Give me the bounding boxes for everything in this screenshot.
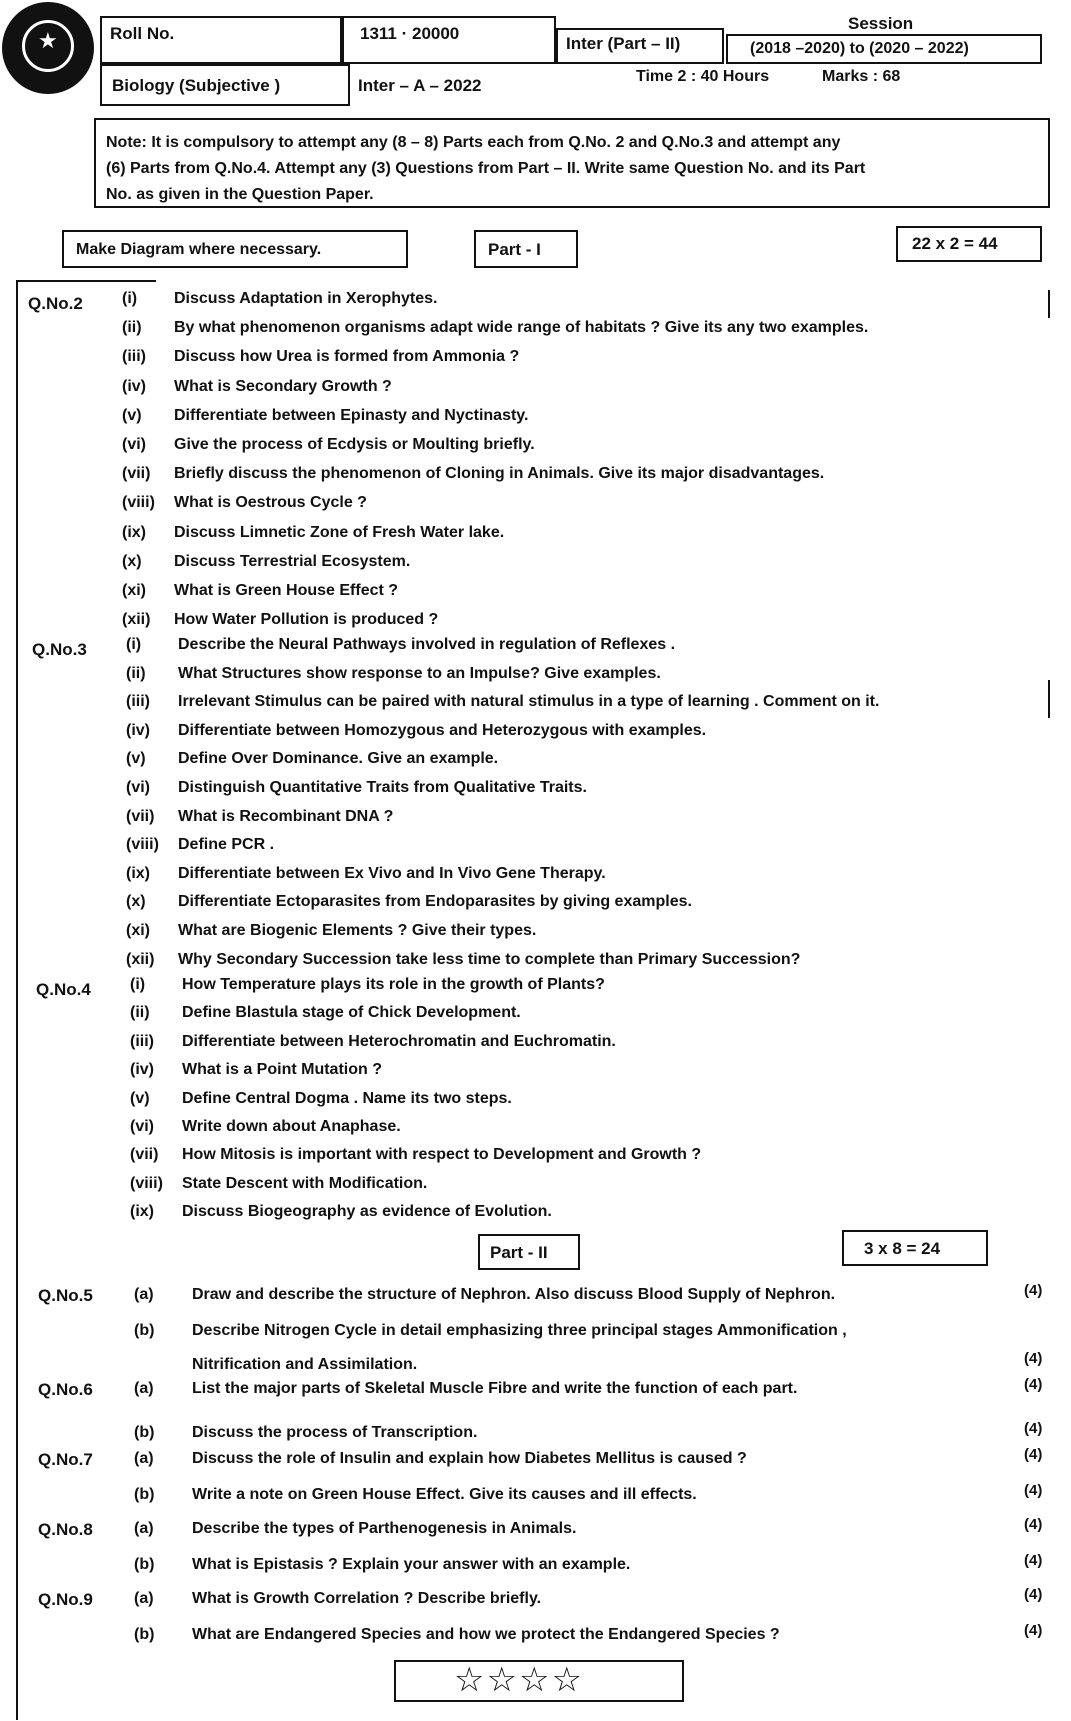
q2-part-number: (vii) — [122, 465, 151, 483]
q2-part-text: Briefly discuss the phenomenon of Cloning in Animals. Give its major disadvantages. — [174, 465, 825, 483]
note-line-2: (6) Parts from Q.No.4. Attempt any (3) Questions from Part – II. Write same Question No. and its Part — [106, 160, 866, 177]
q9-part-b-number: (b) — [134, 1626, 155, 1643]
q4-part-number: (viii) — [130, 1174, 163, 1192]
q5-part-b-number: (b) — [134, 1322, 155, 1339]
part1-marks: 22 x 2 = 44 — [912, 234, 998, 253]
q5-label: Q.No.5 — [38, 1286, 93, 1305]
frame-right-mark — [1048, 290, 1050, 318]
inter-part: Inter (Part – II) — [566, 34, 681, 53]
q3-part-number: (iii) — [126, 693, 150, 711]
q7-part-b-text: Write a note on Green House Effect. Give its causes and ill effects. — [192, 1486, 697, 1503]
q2-part-text: Discuss Adaptation in Xerophytes. — [174, 290, 438, 307]
q4-part-number: (v) — [130, 1089, 150, 1107]
q4-part-text: What is a Point Mutation ? — [182, 1061, 382, 1079]
q8-part-a-text: Describe the types of Parthenogenesis in Animals. — [192, 1520, 577, 1537]
q2-part-text: What is Secondary Growth ? — [174, 377, 392, 395]
q6-part-b-text: Discuss the process of Transcription. — [192, 1424, 478, 1441]
q2-part-text: What is Green House Effect ? — [174, 582, 399, 599]
total-marks: Marks : 68 — [822, 68, 901, 85]
paper-code: 1311 · 20000 — [360, 24, 460, 43]
q3-part-number: (iv) — [126, 721, 150, 739]
q7-part-a-number: (a) — [134, 1450, 154, 1467]
q2-part-number: (viii) — [122, 494, 155, 512]
q3-part-text: What is Recombinant DNA ? — [178, 807, 394, 825]
q3-part-text: What Structures show response to an Impulse? Give examples. — [178, 664, 661, 682]
q5-part-b-marks: (4) — [1024, 1350, 1043, 1367]
q5-part-b-text-continued: Nitrification and Assimilation. — [192, 1356, 418, 1373]
time-allowed: Time 2 : 40 Hours — [636, 68, 770, 85]
q3-part-text: Differentiate between Homozygous and Heterozygous with examples. — [178, 721, 707, 739]
q6-label: Q.No.6 — [38, 1380, 93, 1399]
q2-part-number: (xii) — [122, 611, 151, 629]
q3-part-number: (ii) — [126, 664, 146, 682]
q3-part-number: (vii) — [126, 807, 155, 825]
q2-part-number: (x) — [122, 552, 142, 570]
q7-part-b-number: (b) — [134, 1486, 155, 1503]
q5-part-a-number: (a) — [134, 1286, 154, 1303]
q3-part-number: (v) — [126, 750, 146, 768]
inter-group: Inter – A – 2022 — [358, 76, 482, 95]
q3-part-number: (xi) — [126, 922, 150, 939]
q3-part-number: (i) — [126, 636, 142, 653]
q4-part-text: Define Central Dogma . Name its two steps. — [182, 1089, 512, 1107]
q9-part-a-marks: (4) — [1024, 1586, 1043, 1603]
q3-part-text: Differentiate between Ex Vivo and In Vivo Gene Therapy. — [178, 864, 606, 882]
q4-part-text: Write down about Anaphase. — [182, 1118, 401, 1135]
q2-part-text: Discuss Limnetic Zone of Fresh Water lake. — [174, 523, 505, 541]
q9-part-b-marks: (4) — [1024, 1622, 1043, 1639]
q5-part-a-marks: (4) — [1024, 1282, 1043, 1299]
q9-label: Q.No.9 — [38, 1590, 93, 1609]
q8-part-b-number: (b) — [134, 1556, 155, 1573]
q3-part-number: (viii) — [126, 836, 159, 854]
q2-part-number: (xi) — [122, 582, 146, 599]
session-label: Session — [848, 14, 914, 33]
q2-part-number: (vi) — [122, 436, 146, 453]
q5-part-b-text: Describe Nitrogen Cycle in detail emphasizing three principal stages Ammonification , — [192, 1322, 847, 1339]
q2-part-text: Discuss how Urea is formed from Ammonia ? — [174, 348, 520, 366]
q6-part-b-number: (b) — [134, 1424, 155, 1441]
q4-part-number: (vii) — [130, 1146, 159, 1164]
q6-part-a-marks: (4) — [1024, 1376, 1043, 1393]
q7-label: Q.No.7 — [38, 1450, 93, 1469]
q2-label: Q.No.2 — [28, 294, 83, 313]
q3-part-text: Why Secondary Succession take less time to complete than Primary Succession? — [178, 950, 801, 968]
q3-part-number: (ix) — [126, 864, 150, 882]
q3-part-text: What are Biogenic Elements ? Give their types. — [178, 922, 537, 939]
q3-part-number: (x) — [126, 893, 146, 911]
q3-part-number: (xii) — [126, 950, 155, 968]
footer-stars-icon: ☆☆☆☆ — [454, 1661, 584, 1699]
q4-part-number: (vi) — [130, 1118, 154, 1135]
q6-part-a-text: List the major parts of Skeletal Muscle Fibre and write the function of each part. — [192, 1380, 798, 1397]
frame-left-line — [16, 280, 18, 1720]
q3-part-text: Define PCR . — [178, 836, 275, 854]
q4-part-text: State Descent with Modification. — [182, 1174, 428, 1192]
q4-part-number: (ii) — [130, 1004, 150, 1022]
q2-part-text: Give the process of Ecdysis or Moulting briefly. — [174, 436, 535, 453]
q2-part-text: What is Oestrous Cycle ? — [174, 494, 367, 512]
q5-part-a-text: Draw and describe the structure of Nephron. Also discuss Blood Supply of Nephron. — [192, 1286, 836, 1303]
q2-part-number: (iii) — [122, 348, 146, 366]
q7-part-a-marks: (4) — [1024, 1446, 1043, 1463]
note-line-3: No. as given in the Question Paper. — [106, 186, 374, 203]
q2-part-number: (iv) — [122, 377, 146, 395]
q2-part-number: (v) — [122, 406, 142, 424]
board-logo — [2, 2, 94, 94]
q8-part-a-number: (a) — [134, 1520, 154, 1537]
q8-part-a-marks: (4) — [1024, 1516, 1043, 1533]
q3-part-text: Irrelevant Stimulus can be paired with natural stimulus in a type of learning . Comment on it. — [178, 693, 880, 711]
q3-part-text: Distinguish Quantitative Traits from Qualitative Traits. — [178, 779, 587, 796]
diagram-note: Make Diagram where necessary. — [76, 241, 322, 258]
q4-label: Q.No.4 — [36, 980, 91, 999]
q9-part-a-number: (a) — [134, 1590, 154, 1607]
q3-label: Q.No.3 — [32, 640, 87, 659]
q2-part-number: (ii) — [122, 319, 142, 337]
q4-part-number: (ix) — [130, 1203, 154, 1221]
q2-part-text: By what phenomenon organisms adapt wide range of habitats ? Give its any two examples. — [174, 319, 869, 337]
q2-part-number: (ix) — [122, 523, 146, 541]
q9-part-b-text: What are Endangered Species and how we protect the Endangered Species ? — [192, 1626, 780, 1643]
q6-part-a-number: (a) — [134, 1380, 154, 1397]
q2-part-text: Discuss Terrestrial Ecosystem. — [174, 552, 411, 570]
q4-part-text: Define Blastula stage of Chick Development. — [182, 1004, 521, 1022]
q8-part-b-text: What is Epistasis ? Explain your answer with an example. — [192, 1556, 631, 1573]
part2-label: Part - II — [490, 1243, 548, 1262]
roll-number-label: Roll No. — [110, 24, 175, 43]
q3-part-number: (vi) — [126, 779, 150, 796]
q4-part-text: Differentiate between Heterochromatin and Euchromatin. — [182, 1032, 616, 1050]
frame-top-line — [16, 280, 156, 282]
session-range: (2018 –2020) to (2020 – 2022) — [750, 40, 969, 57]
q2-part-text: Differentiate between Epinasty and Nyctinasty. — [174, 406, 529, 424]
q2-part-text: How Water Pollution is produced ? — [174, 611, 439, 629]
q4-part-text: Discuss Biogeography as evidence of Evolution. — [182, 1203, 552, 1221]
q8-label: Q.No.8 — [38, 1520, 93, 1539]
q9-part-a-text: What is Growth Correlation ? Describe briefly. — [192, 1590, 542, 1607]
part1-label: Part - I — [488, 240, 541, 259]
q4-part-text: How Mitosis is important with respect to Development and Growth ? — [182, 1146, 702, 1164]
q3-part-text: Define Over Dominance. Give an example. — [178, 750, 499, 768]
q6-part-b-marks: (4) — [1024, 1420, 1043, 1437]
q8-part-b-marks: (4) — [1024, 1552, 1043, 1569]
q4-part-number: (iv) — [130, 1061, 154, 1079]
q7-part-a-text: Discuss the role of Insulin and explain how Diabetes Mellitus is caused ? — [192, 1450, 747, 1467]
logo-star-icon: ★ — [38, 28, 58, 53]
q2-part-number: (i) — [122, 290, 138, 307]
subject: Biology (Subjective ) — [112, 76, 281, 95]
q7-part-b-marks: (4) — [1024, 1482, 1043, 1499]
q4-part-text: How Temperature plays its role in the growth of Plants? — [182, 976, 605, 993]
q4-part-number: (iii) — [130, 1032, 154, 1050]
frame-right-mark-2 — [1048, 680, 1050, 718]
q3-part-text: Describe the Neural Pathways involved in regulation of Reflexes . — [178, 636, 676, 653]
note-line-1: Note: It is compulsory to attempt any (8 – 8) Parts each from Q.No. 2 and Q.No.3 and attempt any — [106, 134, 841, 151]
part2-marks: 3 x 8 = 24 — [864, 1239, 941, 1258]
q4-part-number: (i) — [130, 976, 146, 993]
q3-part-text: Differentiate Ectoparasites from Endoparasites by giving examples. — [178, 893, 692, 911]
